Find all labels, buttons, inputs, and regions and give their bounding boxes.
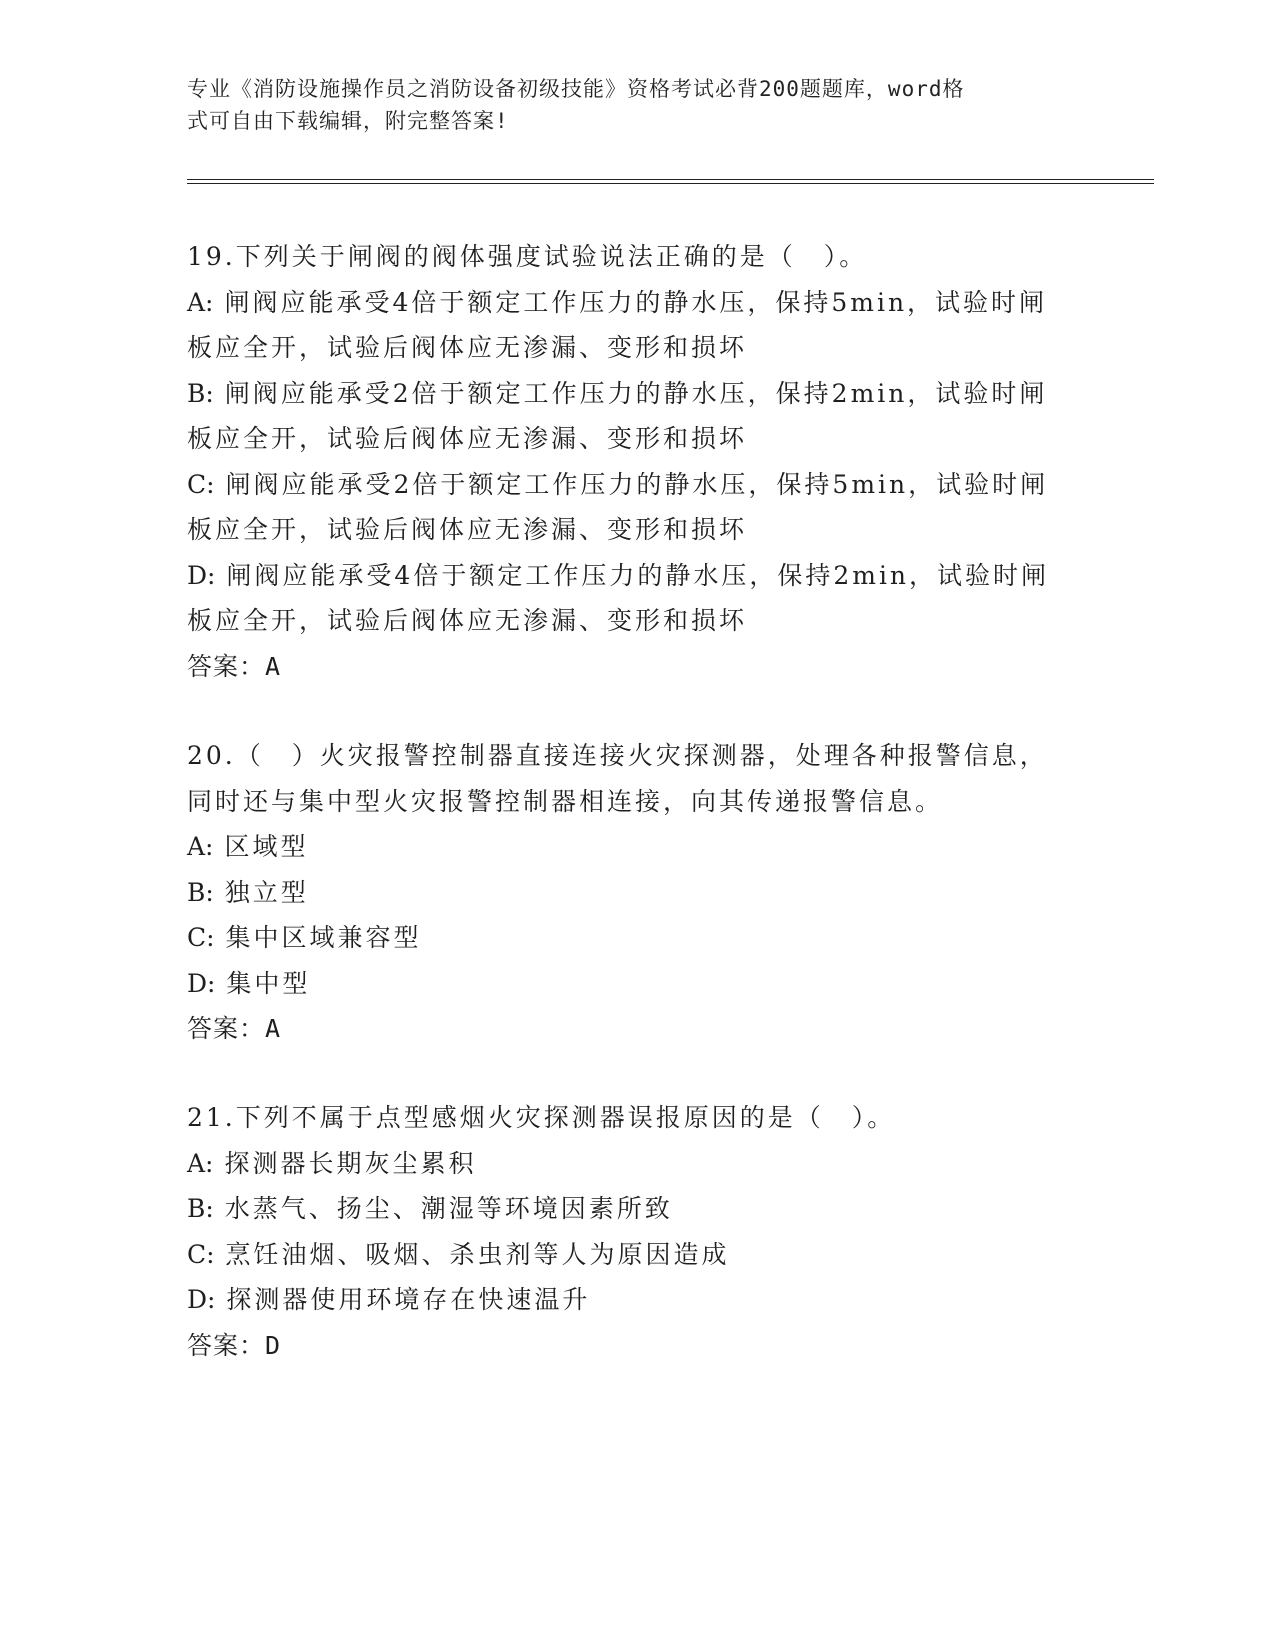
- option-c-continued: 板应全开，试验后阀体应无渗漏、变形和损坏: [187, 515, 748, 544]
- option-text: 独立型: [224, 877, 309, 907]
- option-letter: B:: [187, 378, 214, 408]
- option-b: [187, 1186, 1087, 1232]
- question-stem: 19.下列关于闸阀的阀体强度试验说法正确的是（ ）。: [187, 242, 868, 271]
- option-text: 集中型: [226, 968, 311, 998]
- answer-line: [187, 1006, 1087, 1052]
- option-text: 闸阀应能承受2倍于额定工作压力的静水压，保持2min，试验时闸: [224, 378, 1048, 408]
- document-header-note: [187, 73, 1087, 137]
- option-a: [187, 1141, 1087, 1187]
- option-letter: B:: [187, 1194, 214, 1223]
- option-letter: A:: [187, 1148, 214, 1178]
- header-line-2: 式可自由下载编辑，附完整答案!: [187, 109, 509, 133]
- header-divider-top: [187, 179, 1154, 180]
- option-text: 水蒸气、扬尘、潮湿等环境因素所致: [224, 1194, 673, 1223]
- option-a: [187, 280, 1087, 326]
- answer-value: A: [265, 1014, 281, 1043]
- option-a-continued: 板应全开，试验后阀体应无渗漏、变形和损坏: [187, 333, 748, 362]
- answer-label: 答案：: [187, 1014, 266, 1043]
- question-stem: 20.（ ）火灾报警控制器直接连接火灾探测器，处理各种报警信息，: [187, 741, 1048, 770]
- option-text: 闸阀应能承受4倍于额定工作压力的静水压，保持5min，试验时闸: [224, 287, 1048, 317]
- answer-value: A: [265, 651, 281, 681]
- option-c: [187, 462, 1087, 508]
- option-d: [187, 1277, 1087, 1323]
- option-letter: C:: [187, 469, 215, 499]
- option-text: 探测器使用环境存在快速温升: [226, 1285, 591, 1314]
- option-text: 探测器长期灰尘累积: [224, 1148, 477, 1178]
- question-20: [187, 733, 1087, 1052]
- option-c: [187, 915, 1087, 961]
- option-a: [187, 824, 1087, 870]
- option-letter: C:: [187, 1239, 215, 1269]
- question-19: [187, 234, 1087, 689]
- answer-line: [187, 1323, 1087, 1369]
- question-stem: 21.下列不属于点型感烟火灾探测器误报原因的是（ ）。: [187, 1103, 896, 1132]
- option-b-continued: 板应全开，试验后阀体应无渗漏、变形和损坏: [187, 424, 748, 453]
- option-text: 闸阀应能承受2倍于额定工作压力的静水压，保持5min，试验时闸: [225, 469, 1049, 499]
- option-d-continued: 板应全开，试验后阀体应无渗漏、变形和损坏: [187, 606, 748, 635]
- option-d: [187, 961, 1087, 1007]
- option-b: [187, 870, 1087, 916]
- option-letter: D:: [187, 968, 216, 998]
- option-text: 区域型: [224, 832, 309, 861]
- option-letter: B:: [187, 877, 214, 907]
- option-letter: D:: [187, 560, 216, 590]
- question-21: [187, 1095, 1087, 1368]
- option-b: [187, 371, 1087, 417]
- question-stem-continued: 同时还与集中型火灾报警控制器相连接，向其传递报警信息。: [187, 786, 944, 816]
- option-text: 集中区域兼容型: [225, 923, 422, 952]
- option-letter: D:: [187, 1285, 216, 1314]
- answer-line: [187, 644, 1087, 690]
- option-text: 烹饪油烟、吸烟、杀虫剂等人为原因造成: [225, 1239, 730, 1269]
- option-letter: A:: [187, 832, 214, 861]
- option-text: 闸阀应能承受4倍于额定工作压力的静水压，保持2min，试验时闸: [226, 560, 1050, 590]
- answer-label: 答案：: [187, 651, 266, 681]
- answer-value: D: [265, 1330, 281, 1360]
- option-letter: A:: [187, 287, 214, 317]
- option-d: [187, 553, 1087, 599]
- option-c: [187, 1232, 1087, 1278]
- answer-label: 答案：: [187, 1330, 266, 1360]
- option-letter: C:: [187, 923, 215, 952]
- header-divider-bottom: [187, 183, 1154, 184]
- header-line-1: 专业《消防设施操作员之消防设备初级技能》资格考试必背200题题库，word格: [187, 77, 965, 101]
